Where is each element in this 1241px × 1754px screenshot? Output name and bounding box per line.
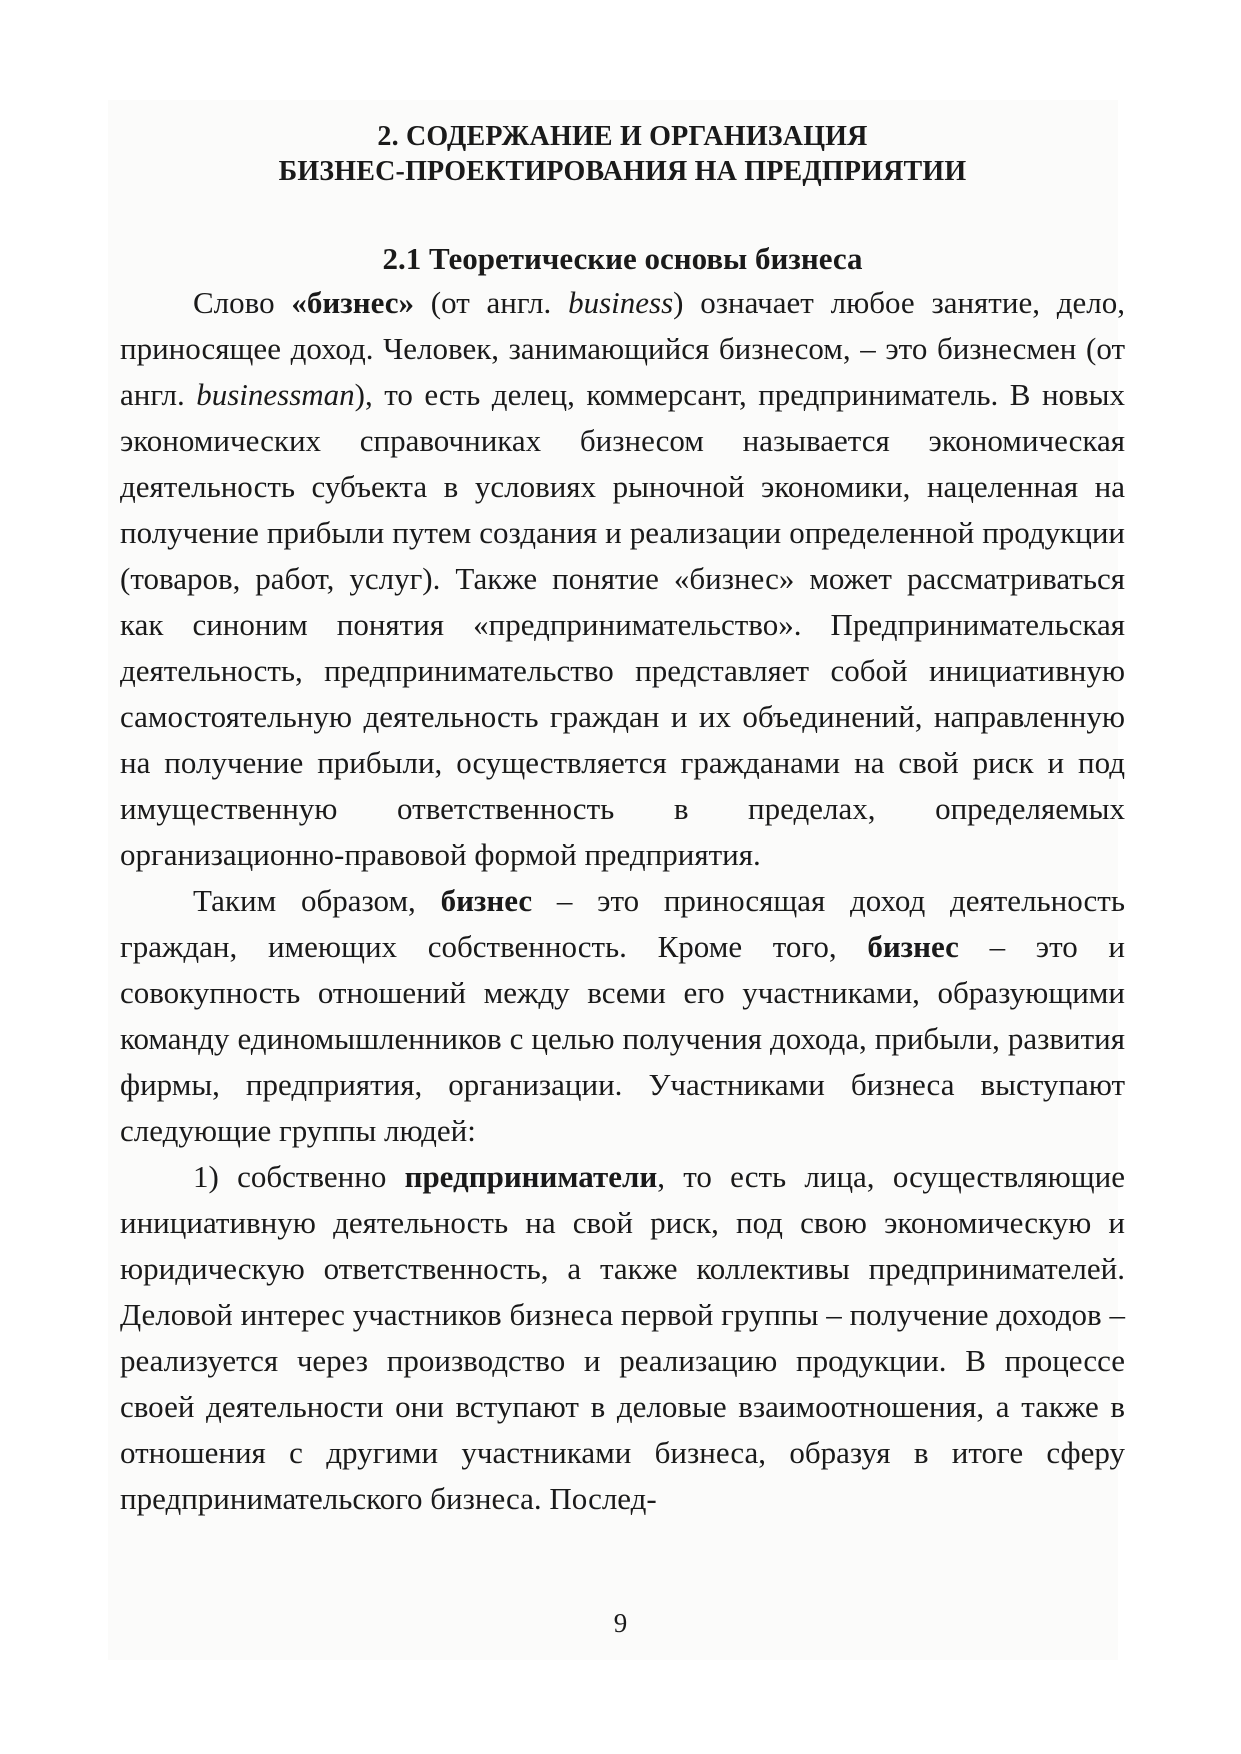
headings [120, 119, 1125, 279]
paragraph-2-text-1: Таким образом, [193, 883, 441, 918]
paragraph-2-text-3: – это и совокупность отношений между всеми его участниками, образующими команду единомышленников с целью получения дохода, прибыли, развития фирмы, предприятия, организации. Участниками бизнеса выступают следующие группы людей: [120, 929, 1125, 1148]
paragraph-2-bold-term-2: бизнес [867, 929, 959, 964]
chapter-title-line-1: 2. СОДЕРЖАНИЕ И ОРГАНИЗАЦИЯ [377, 121, 868, 152]
paragraph-1-italic-term-2: businessman [196, 377, 355, 412]
paragraph-3-text-2: , то есть лица, осуществляющие инициативную деятельность на свой риск, под свою экономическую и юридическую ответственность, а также коллективы предпринимателей. Деловой интерес участников бизнеса первой группы – получение доходов – реализуется через производство и реализацию продукции. В процессе своей деятельности они вступают в деловые взаимоотношения, а также в отношения с другими участниками бизнеса, образуя в итоге сферу предпринимательского бизнеса. Послед- [120, 1159, 1125, 1516]
paragraph-1-italic-term-1: business [568, 285, 674, 320]
paragraph-3-text-1: 1) собственно [193, 1159, 405, 1194]
paragraph-1-bold-term: «бизнес» [291, 285, 414, 320]
paragraph-1 [120, 280, 1125, 878]
paragraph-2 [120, 878, 1125, 1154]
page-number: 9 [613, 1608, 628, 1638]
paragraph-3 [120, 1154, 1125, 1522]
chapter-title [120, 119, 1125, 189]
paragraph-1-text-3: ) означает любое занятие, дело, приносящее доход. Человек, занимающийся бизнесом, – это бизнесмен (от англ. [120, 285, 1126, 412]
paragraph-2-bold-term-1: бизнес [440, 883, 533, 918]
paragraph-1-text-2: (от англ. [413, 285, 569, 320]
paragraph-1-text-1: Слово [193, 285, 292, 320]
paragraph-2-text-2: – это приносящая доход деятельность граждан, имеющих собственность. Кроме того, [120, 883, 1125, 964]
chapter-title-line-2: БИЗНЕС-ПРОЕКТИРОВАНИЯ НА ПРЕДПРИЯТИИ [278, 156, 967, 187]
body-text [120, 280, 1125, 1522]
section-title: 2.1 Теоретические основы бизнеса [382, 241, 863, 276]
paragraph-3-bold-term: предприниматели [404, 1159, 658, 1194]
paragraph-1-text-4: ), то есть делец, коммерсант, предприниматель. В новых экономических справочниках бизнесом называется экономическая деятельность субъекта в условиях рыночной экономики, нацеленная на получение прибыли путем создания и реализации определенной продукции (товаров, работ, услуг). Также понятие «бизнес» может рассматриваться как синоним понятия «предпринимательство». Предпринимательская деятельность, предпринимательство представляет собой инициативную самостоятельную деятельность граждан и их объединений, направленную на получение прибыли, осуществляется гражданами на свой риск и под имущественную ответственность в пределах, определяемых организационно-правовой формой предприятия. [120, 377, 1125, 872]
